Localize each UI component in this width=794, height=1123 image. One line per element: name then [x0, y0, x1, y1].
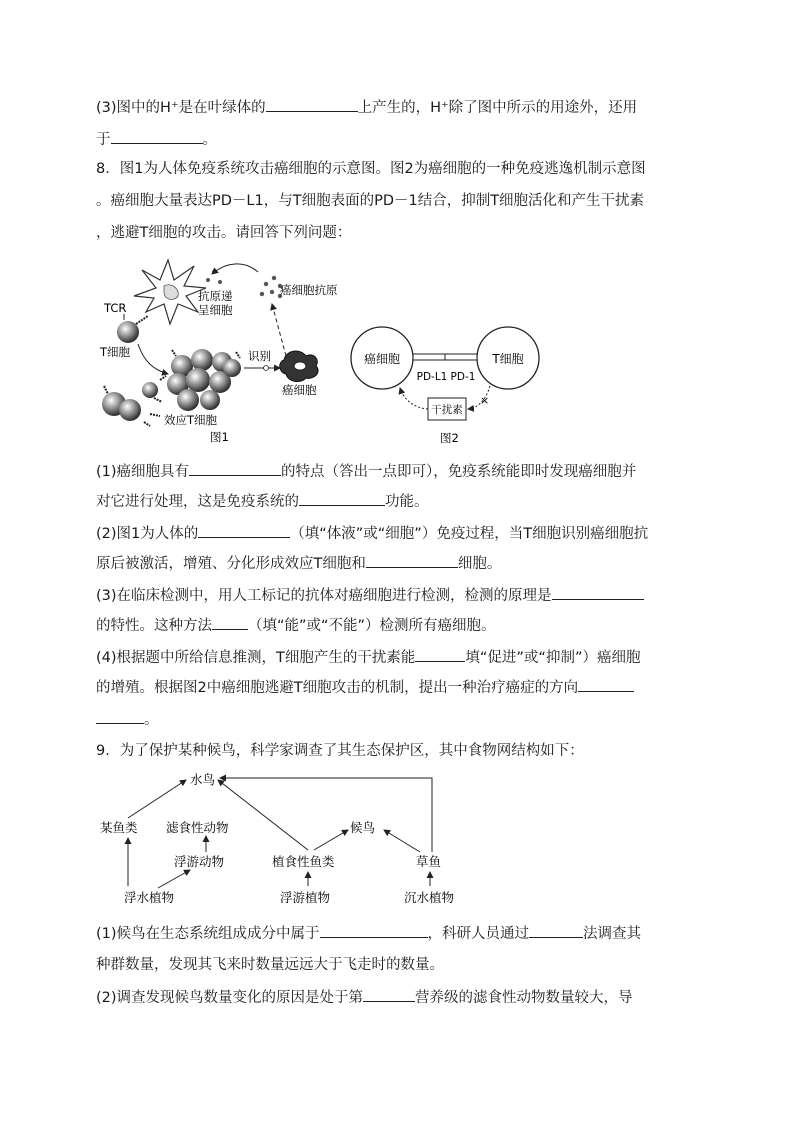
node-filter-feeder: 滤食性动物 [166, 820, 229, 835]
answer-blank[interactable] [552, 584, 644, 600]
text: (4)根据题中所给信息推测，T细胞产生的干扰素能 [96, 650, 416, 666]
text: 的增殖。根据图2中癌细胞逃避T细胞攻击的机制，提出一种治疗癌症的方向 [96, 680, 579, 696]
label-pd-l1: PD-L1 [416, 371, 448, 383]
node-zooplankton: 浮游动物 [174, 854, 225, 869]
answer-blank[interactable] [299, 490, 385, 506]
text: 营养级的滤食性动物数量较大，导 [415, 990, 633, 1006]
text: 细胞。 [457, 556, 502, 572]
node-herbivorous-fish: 植食性鱼类 [272, 854, 335, 869]
t-cell [117, 321, 139, 343]
text: (1)候鸟在生态系统组成成分中属于 [96, 926, 320, 942]
text: 法调查其 [583, 926, 642, 942]
answer-blank[interactable] [320, 922, 428, 938]
label-cancer-cell: 癌细胞 [282, 383, 317, 397]
q8-4-line3 [96, 708, 706, 731]
node-water-bird: 水鸟 [190, 772, 216, 787]
text: (2)调查发现候鸟数量变化的原因是处于第 [96, 990, 364, 1006]
label-interferon: 干扰素 [431, 404, 463, 416]
text: (1)癌细胞具有 [96, 464, 190, 480]
text: 的特性。这种方法 [96, 618, 212, 634]
text: 功能。 [385, 494, 429, 510]
text: 。 [144, 712, 159, 728]
q9-1-line2: 种群数量，发现其飞来时数量远远大于飞走时的数量。 [96, 957, 444, 973]
node-some-fish: 某鱼类 [100, 820, 138, 835]
label-effector-t-cell: 效应T细胞 [164, 413, 218, 427]
pd-l1-bar [413, 354, 445, 360]
q7-3-line1 [96, 96, 706, 119]
node-phytoplankton: 浮游植物 [280, 890, 331, 905]
text: (3)在临床检测中，用人工标记的抗体对癌细胞进行检测，检测的原理是 [96, 588, 552, 604]
pd-1-bar [445, 354, 477, 360]
effector-t-cell-cluster [102, 349, 241, 421]
text: 。 [202, 132, 217, 148]
q8-stem-line2: 。癌细胞大量表达PD－L1，与T细胞表面的PD－1结合，抑制T细胞活化和产生干扰素 [96, 193, 645, 209]
answer-blank[interactable] [363, 986, 415, 1002]
text: 于 [96, 132, 111, 148]
label-cancer-antigen: 癌细胞抗原 [280, 283, 338, 297]
label-cancer-cell: 癌细胞 [363, 352, 401, 366]
node-floating-plants: 浮水植物 [124, 890, 175, 905]
label-tcr: TCR [104, 301, 127, 315]
answer-blank[interactable] [111, 128, 203, 144]
answer-blank[interactable] [578, 676, 634, 692]
label-t-cell: T细胞 [492, 352, 524, 366]
figure-2-caption: 图2 [440, 431, 459, 445]
q8-1-line1 [96, 460, 706, 483]
answer-blank[interactable] [366, 552, 458, 568]
text: 对它进行处理，这是免疫系统的 [96, 494, 299, 510]
text: 原后被激活，增殖、分化形成效应T细胞和 [96, 556, 366, 572]
q8-3-line2 [96, 614, 706, 637]
answer-blank[interactable] [189, 460, 281, 476]
text: （填“能”或“不能”）检测所有癌细胞。 [248, 618, 496, 634]
food-web-diagram [94, 766, 474, 910]
figure-1-caption: 图1 [210, 430, 229, 444]
q8-stem-line3: ，逃避T细胞的攻击。请回答下列问题： [96, 225, 352, 241]
text: 上产生的，H⁺除了图中所示的用途外，还用 [357, 100, 638, 116]
q8-4-line1 [96, 646, 706, 669]
q8-2-line1 [96, 522, 706, 545]
q8-2-line2 [96, 552, 706, 575]
q9-stem: 9．为了保护某种候鸟，科学家调查了其生态保护区，其中食物网结构如下： [96, 743, 584, 759]
figure-1 [94, 252, 354, 448]
q8-1-line2 [96, 490, 706, 513]
text: （填“体液”或“细胞”）免疫过程，当T细胞识别癌细胞抗 [290, 526, 649, 542]
answer-blank[interactable] [415, 646, 465, 662]
answer-blank[interactable] [96, 708, 144, 724]
q7-3-line2 [96, 128, 706, 151]
q8-4-line2 [96, 676, 706, 699]
label-t-cell: T细胞 [100, 345, 131, 359]
label-apc: 抗原递 [198, 289, 233, 303]
text: 填“促进”或“抑制”）癌细胞 [465, 650, 641, 666]
text: 的特点（答出一点即可），免疫系统能即时发现癌细胞并 [281, 464, 637, 480]
cancer-antigen-dots [260, 276, 282, 298]
text: (3)图中的H⁺是在叶绿体的 [96, 100, 266, 116]
text: (2)图1为人体的 [96, 526, 199, 542]
answer-blank[interactable] [198, 522, 290, 538]
text: ，科研人员通过 [427, 926, 530, 942]
inhibit-mark: × [480, 394, 490, 407]
figure-2 [350, 318, 550, 450]
label-recognize: 识别 [248, 349, 271, 363]
label-apc-2: 呈细胞 [198, 303, 233, 317]
q8-3-line1 [96, 584, 706, 607]
q8-stem-line1: 8．图1为人体免疫系统攻击癌细胞的示意图。图2为癌细胞的一种免疫逃逸机制示意图 [96, 161, 646, 177]
node-migratory-bird: 候鸟 [350, 820, 376, 835]
q9-2-line1 [96, 986, 706, 1009]
node-grass-carp: 草鱼 [416, 854, 442, 869]
q9-1-line1 [96, 922, 706, 945]
label-pd-1: PD-1 [450, 371, 476, 383]
answer-blank[interactable] [266, 96, 358, 112]
node-submerged-plants: 沉水植物 [404, 890, 455, 905]
answer-blank[interactable] [212, 614, 248, 630]
answer-blank[interactable] [529, 922, 583, 938]
